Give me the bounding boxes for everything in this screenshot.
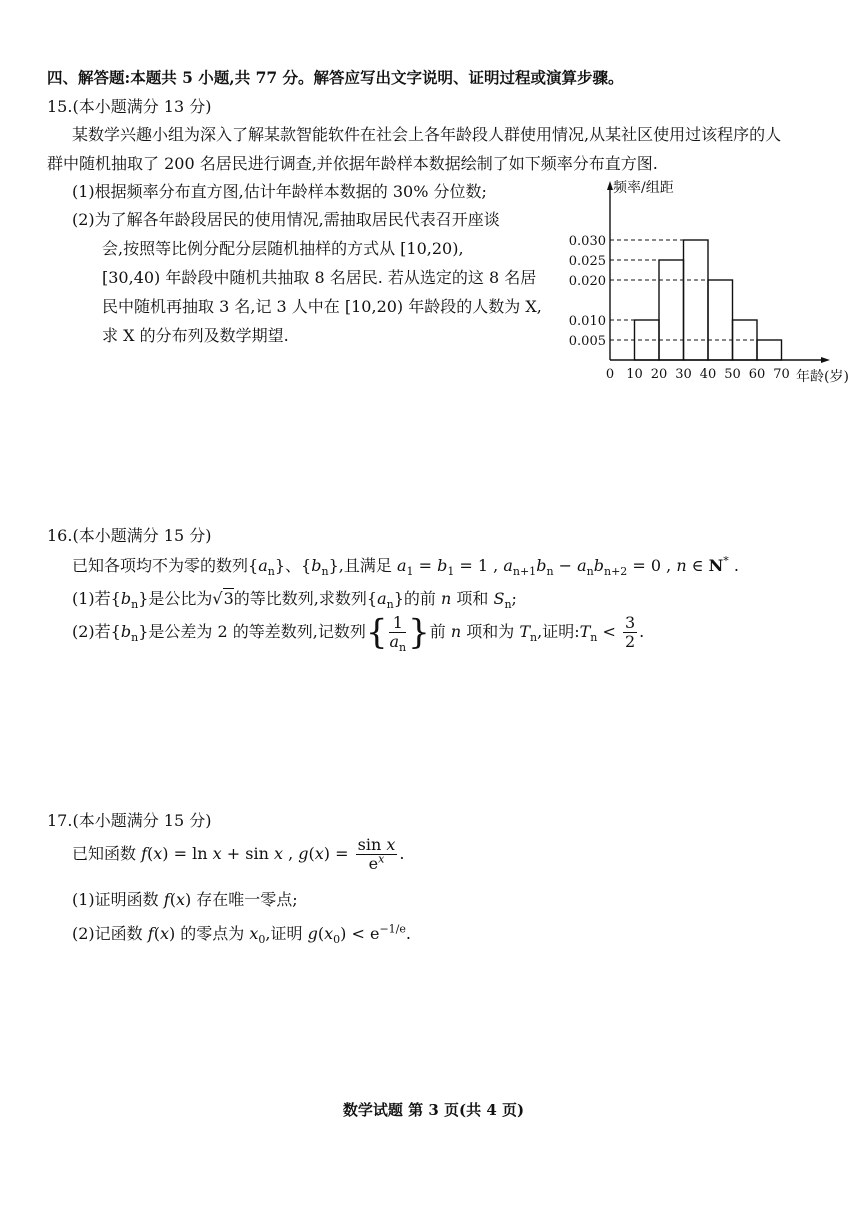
x-tick-label: 10: [626, 367, 643, 382]
y-tick-label: 0.005: [568, 334, 606, 349]
histogram-bar: [757, 340, 782, 360]
histogram-bar: [659, 260, 684, 360]
q17-part2: (2)记函数 f(x) 的零点为 $x_0$,证明 $g(x_0) < e^{-1/e}$.: [72, 922, 411, 947]
q16-part1: (1)若$\{b_n\}$是公比为√3的等比数列,求数列$\{a_n\}$的前 n 项和 $S_n$;: [72, 589, 517, 612]
q16-points: (本小题满分 15 分): [72, 526, 212, 545]
x-tick-label: 0: [605, 367, 615, 382]
q15-header: [47, 94, 211, 117]
q17-header: [47, 808, 211, 831]
y-axis-label: 频率/组距: [613, 180, 674, 196]
section-heading: 四、解答题:本题共 5 小题,共 77 分。解答应写出文字说明、证明过程或演算步骤。: [47, 68, 624, 87]
page-footer: 数学试题 第 3 页(共 4 页): [342, 1101, 525, 1119]
x-tick-labels: [606, 367, 790, 382]
y-tick-label: 0.020: [568, 274, 606, 289]
x-tick-label: 30: [675, 367, 692, 382]
q15-stem-line1: 某数学兴趣小组为深入了解某款智能软件在社会上各年龄段人群使用情况,从某社区使用过该程序的人: [72, 125, 782, 144]
y-tick-label: 0.010: [568, 314, 606, 329]
q17-points: (本小题满分 15 分): [72, 811, 212, 830]
x-axis-label: 年龄(岁): [796, 369, 849, 385]
histogram-bar: [684, 240, 709, 360]
x-axis-arrow: [821, 357, 830, 363]
q15-part2-line2: 会,按照等比例分配分层随机抽样的方式从 [10,20),: [102, 239, 464, 258]
x-tick-label: 50: [724, 367, 741, 382]
histogram-bar: [708, 280, 733, 360]
q15-part2-line3: [30,40) 年龄段中随机共抽取 8 名居民. 若从选定的这 8 名居: [102, 268, 537, 287]
x-tick-label: 20: [650, 367, 668, 382]
x-tick-label: 40: [699, 367, 717, 382]
y-tick-label: 0.030: [568, 234, 606, 249]
q16-stem-mid: ,且满足: [338, 556, 392, 575]
q15-points: (本小题满分 13 分): [72, 97, 212, 116]
q15-part1: (1)根据频率分布直方图,估计年龄样本数据的 30% 分位数;: [72, 182, 487, 201]
q17-stem: 已知函数 f(x) = ln x + sin x , g(x) = $\frac{\text{sin x}}{e^x}$ .: [72, 835, 405, 873]
histogram-bars: [635, 240, 782, 360]
q16-stem-condition: $a_1 = b_1 = 1$ , $a_{n+1}b_n - a_nb_{n+2} = 0$ , n ∈ N* .: [396, 554, 739, 579]
x-tick-label: 70: [773, 367, 790, 382]
q15-part2-line4: 民中随机再抽取 3 名,记 3 人中在 [10,20) 年龄段的人数为 X,: [102, 297, 542, 316]
y-tick-labels: [569, 234, 606, 349]
q15-part2-line5: 求 X 的分布列及数学期望.: [102, 326, 289, 345]
q16-part2: (2)若$\{b_n\}$是公差为 2 的等差数列,记数列{ $\frac{1}{a_n}$ }前 n 项和为 $T_n$,证明$:T_n$ < $\frac{3}{2}$ .: [72, 612, 645, 655]
q15-stem-line2: 群中随机抽取了 200 名居民进行调查,并依据年龄样本数据绘制了如下频率分布直方图.: [47, 154, 658, 173]
q15-part2-line1: (2)为了解各年龄段居民的使用情况,需抽取居民代表召开座谈: [72, 210, 500, 229]
q16-stem: 已知各项均不为零的数列$\{a_n\}$、$\{b_n\}$,且满足 $a_1 = b_1 = 1$ , $a_{n+1}b_n - a_nb_{n+2} = 0$ , n ∈ N* .: [72, 554, 739, 579]
y-tick-label: 0.025: [568, 254, 606, 269]
q16-stem-prefix: 已知各项均不为零的数列: [72, 556, 249, 575]
q16-number: 16.: [47, 526, 73, 545]
frequency-histogram: [560, 175, 849, 390]
q17-part1: (1)证明函数 f(x) 存在唯一零点;: [72, 890, 298, 909]
q16-header: [47, 523, 211, 546]
q17-number: 17.: [47, 811, 73, 830]
q15-number: 15.: [47, 97, 73, 116]
x-tick-label: 60: [748, 367, 766, 382]
